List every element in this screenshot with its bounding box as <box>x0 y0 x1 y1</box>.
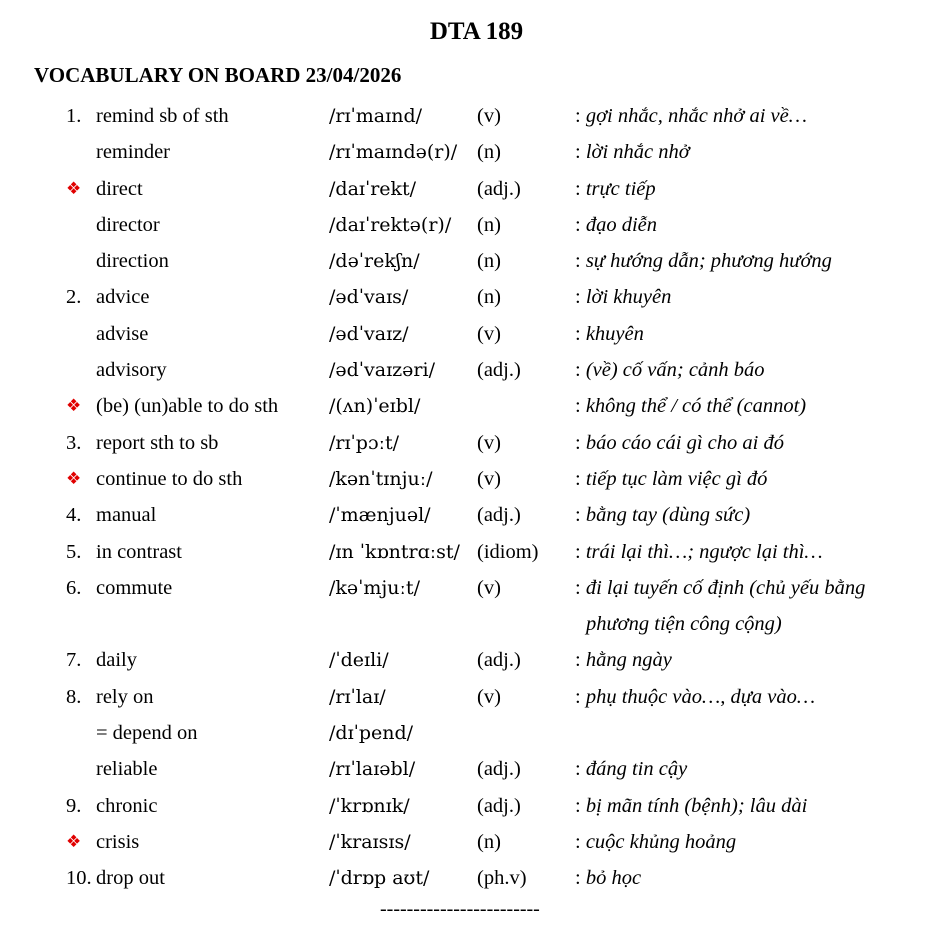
vocab-word: chronic <box>96 794 158 817</box>
vocab-meaning <box>575 679 815 715</box>
vocab-row <box>0 134 947 170</box>
vocab-row <box>0 316 947 352</box>
vocab-word: commute <box>96 576 173 599</box>
diamond-bullet-icon: ❖ <box>66 831 82 851</box>
vocab-row <box>0 171 947 207</box>
meaning-text: bị mãn tính (bệnh); lâu dài <box>585 794 808 817</box>
part-of-speech: (n) <box>477 213 501 236</box>
vocab-word: daily <box>96 649 137 672</box>
phonetic-transcription: /daɪˈrektə(r)/ <box>329 213 452 236</box>
meaning-colon: : <box>575 685 586 708</box>
meaning-colon: : <box>575 286 586 309</box>
phonetic-transcription: /rɪˈmaɪndə(r)/ <box>329 141 458 164</box>
phonetic-transcription: /ˈkraɪsɪs/ <box>329 830 411 853</box>
meaning-text: bỏ học <box>585 867 642 890</box>
meaning-text: (về) cố vấn; cảnh báo <box>585 359 765 382</box>
meaning-text: cuộc khủng hoảng <box>585 830 737 853</box>
diamond-bullet-icon: ❖ <box>66 178 82 198</box>
part-of-speech: (n) <box>477 830 501 853</box>
vocab-row <box>0 679 947 715</box>
phonetic-transcription: /ˈdeɪli/ <box>329 649 389 672</box>
phonetic-transcription: /kənˈtɪnjuː/ <box>329 467 433 490</box>
vocab-row <box>0 715 947 751</box>
end-divider: ------------------------ <box>380 898 540 920</box>
vocab-meaning <box>575 570 865 606</box>
meaning-text: không thể / có thể (cannot) <box>585 395 807 418</box>
vocab-row <box>0 98 947 134</box>
vocab-meaning <box>575 243 832 279</box>
vocab-word: (be) (un)able to do sth <box>96 395 279 418</box>
meaning-colon: : <box>575 830 586 853</box>
section-heading: VOCABULARY ON BOARD 23/04/2026 <box>34 63 402 87</box>
vocab-row <box>0 207 947 243</box>
vocab-row-continuation <box>0 606 947 642</box>
part-of-speech: (ph.v) <box>477 867 527 890</box>
part-of-speech: (v) <box>477 576 501 599</box>
part-of-speech: (v) <box>477 467 501 490</box>
part-of-speech: (adj.) <box>477 504 521 527</box>
meaning-text: tiếp tục làm việc gì đó <box>585 467 768 490</box>
meaning-colon: : <box>575 395 586 418</box>
part-of-speech: (v) <box>477 431 501 454</box>
meaning-text: đáng tin cậy <box>585 758 688 781</box>
phonetic-transcription: /ˈkrɒnɪk/ <box>329 794 410 817</box>
meaning-colon: : <box>575 213 586 236</box>
part-of-speech: (n) <box>477 286 501 309</box>
vocab-word: direct <box>96 177 143 200</box>
part-of-speech: (adj.) <box>477 359 521 382</box>
vocab-meaning <box>575 497 750 533</box>
vocab-word: = depend on <box>96 722 198 745</box>
item-number: 8. <box>66 685 82 708</box>
item-number: 10. <box>66 867 92 890</box>
document-title: DTA 189 <box>429 18 524 45</box>
vocab-row <box>0 497 947 533</box>
meaning-text: báo cáo cái gì cho ai đó <box>585 431 784 454</box>
item-number: 5. <box>66 540 82 563</box>
vocab-meaning <box>575 461 767 497</box>
meaning-text: lời khuyên <box>585 286 672 309</box>
vocab-word: advice <box>96 286 150 309</box>
vocab-meaning <box>575 316 644 352</box>
phonetic-transcription: /rɪˈpɔːt/ <box>329 431 400 454</box>
phonetic-transcription: /rɪˈlaɪəbl/ <box>329 758 416 781</box>
meaning-text: trái lại thì…; ngược lại thì… <box>585 540 823 563</box>
phonetic-transcription: /ədˈvaɪzəri/ <box>329 359 435 382</box>
meaning-text: phụ thuộc vào…, dựa vào… <box>585 685 816 708</box>
meaning-colon: : <box>575 758 586 781</box>
vocab-row <box>0 425 947 461</box>
vocabulary-list <box>0 98 947 897</box>
part-of-speech: (v) <box>477 685 501 708</box>
vocab-word: drop out <box>96 867 165 890</box>
item-number: 2. <box>66 286 82 309</box>
part-of-speech: (v) <box>477 322 501 345</box>
vocab-row <box>0 788 947 824</box>
vocab-row <box>0 388 947 424</box>
vocab-row <box>0 824 947 860</box>
item-number: 9. <box>66 794 82 817</box>
vocab-word: reminder <box>96 141 170 164</box>
item-number: 6. <box>66 576 82 599</box>
vocab-meaning <box>575 751 687 787</box>
meaning-colon: : <box>575 105 586 127</box>
vocab-row <box>0 534 947 570</box>
vocab-word: rely on <box>96 685 154 708</box>
vocab-word: crisis <box>96 830 140 853</box>
meaning-colon: : <box>575 504 586 527</box>
part-of-speech: (adj.) <box>477 794 521 817</box>
phonetic-transcription: /dɪˈpend/ <box>329 722 414 745</box>
part-of-speech: (adj.) <box>477 649 521 672</box>
meaning-text: gợi nhắc, nhắc nhở ai về… <box>585 105 807 127</box>
meaning-text: khuyên <box>585 322 644 345</box>
item-number: 3. <box>66 431 82 454</box>
part-of-speech: (n) <box>477 141 501 164</box>
vocab-meaning <box>575 134 690 170</box>
vocab-word: in contrast <box>96 540 182 563</box>
vocab-word: remind sb of sth <box>96 105 229 127</box>
item-number: 1. <box>66 105 82 127</box>
phonetic-transcription: /rɪˈmaɪnd/ <box>329 105 423 127</box>
vocab-meaning <box>575 860 641 896</box>
phonetic-transcription: /ədˈvaɪs/ <box>329 286 409 309</box>
meaning-colon: : <box>575 177 586 200</box>
meaning-text: sự hướng dẫn; phương hướng <box>585 250 832 273</box>
vocab-word: director <box>96 213 160 236</box>
part-of-speech: (v) <box>477 105 501 127</box>
vocab-row <box>0 860 947 896</box>
part-of-speech: (idiom) <box>477 540 539 563</box>
vocab-word: advise <box>96 322 149 345</box>
vocab-meaning <box>575 534 823 570</box>
vocab-row <box>0 570 947 606</box>
item-number: 4. <box>66 504 82 527</box>
meaning-colon: : <box>575 322 586 345</box>
meaning-text: hằng ngày <box>585 649 672 672</box>
meaning-colon: : <box>575 431 586 454</box>
meaning-colon: : <box>575 467 586 490</box>
vocab-word: direction <box>96 250 169 273</box>
meaning-colon: : <box>575 250 586 273</box>
meaning-colon: : <box>575 540 586 563</box>
phonetic-transcription: /(ʌn)ˈeɪbl/ <box>329 395 421 418</box>
item-number: 7. <box>66 649 82 672</box>
meaning-continuation: phương tiện công cộng) <box>586 613 782 636</box>
vocab-row <box>0 279 947 315</box>
vocab-meaning <box>575 788 807 824</box>
meaning-colon: : <box>575 794 586 817</box>
vocab-meaning <box>575 425 784 461</box>
phonetic-transcription: /daɪˈrekt/ <box>329 177 417 200</box>
vocab-word: manual <box>96 504 157 527</box>
meaning-text: bằng tay (dùng sức) <box>585 504 751 527</box>
vocab-row <box>0 243 947 279</box>
phonetic-transcription: /ˈdrɒp aʊt/ <box>329 867 430 890</box>
vocab-word: reliable <box>96 758 158 781</box>
part-of-speech: (adj.) <box>477 758 521 781</box>
vocab-row <box>0 751 947 787</box>
diamond-bullet-icon: ❖ <box>66 468 82 488</box>
phonetic-transcription: /kəˈmjuːt/ <box>329 576 420 599</box>
vocab-meaning <box>575 824 736 860</box>
vocab-row <box>0 642 947 678</box>
meaning-colon: : <box>575 867 586 890</box>
vocab-meaning <box>575 352 765 388</box>
vocab-meaning <box>575 642 672 678</box>
meaning-text: đạo diễn <box>585 213 657 236</box>
phonetic-transcription: /ədˈvaɪz/ <box>329 322 409 345</box>
meaning-text: đi lại tuyến cố định (chủ yếu bằng <box>585 576 866 599</box>
part-of-speech: (adj.) <box>477 177 521 200</box>
vocab-meaning <box>575 279 671 315</box>
vocab-row <box>0 352 947 388</box>
vocab-word: continue to do sth <box>96 467 243 490</box>
meaning-colon: : <box>575 359 586 382</box>
vocab-row <box>0 461 947 497</box>
vocab-meaning <box>575 171 656 207</box>
phonetic-transcription: /ˈmænjuəl/ <box>329 504 431 527</box>
meaning-text: trực tiếp <box>585 177 656 200</box>
phonetic-transcription: /rɪˈlaɪ/ <box>329 685 386 708</box>
vocab-meaning <box>575 388 806 424</box>
meaning-colon: : <box>575 576 586 599</box>
meaning-colon: : <box>575 141 586 164</box>
meaning-colon: : <box>575 649 586 672</box>
phonetic-transcription: /ɪn ˈkɒntrɑːst/ <box>329 540 460 563</box>
vocab-meaning <box>575 98 807 134</box>
vocab-word: report sth to sb <box>96 431 219 454</box>
vocab-meaning <box>575 207 657 243</box>
vocab-word: advisory <box>96 359 167 382</box>
part-of-speech: (n) <box>477 250 501 273</box>
phonetic-transcription: /dəˈrekʃn/ <box>329 250 420 273</box>
diamond-bullet-icon: ❖ <box>66 396 82 416</box>
meaning-text: lời nhắc nhở <box>585 141 690 164</box>
